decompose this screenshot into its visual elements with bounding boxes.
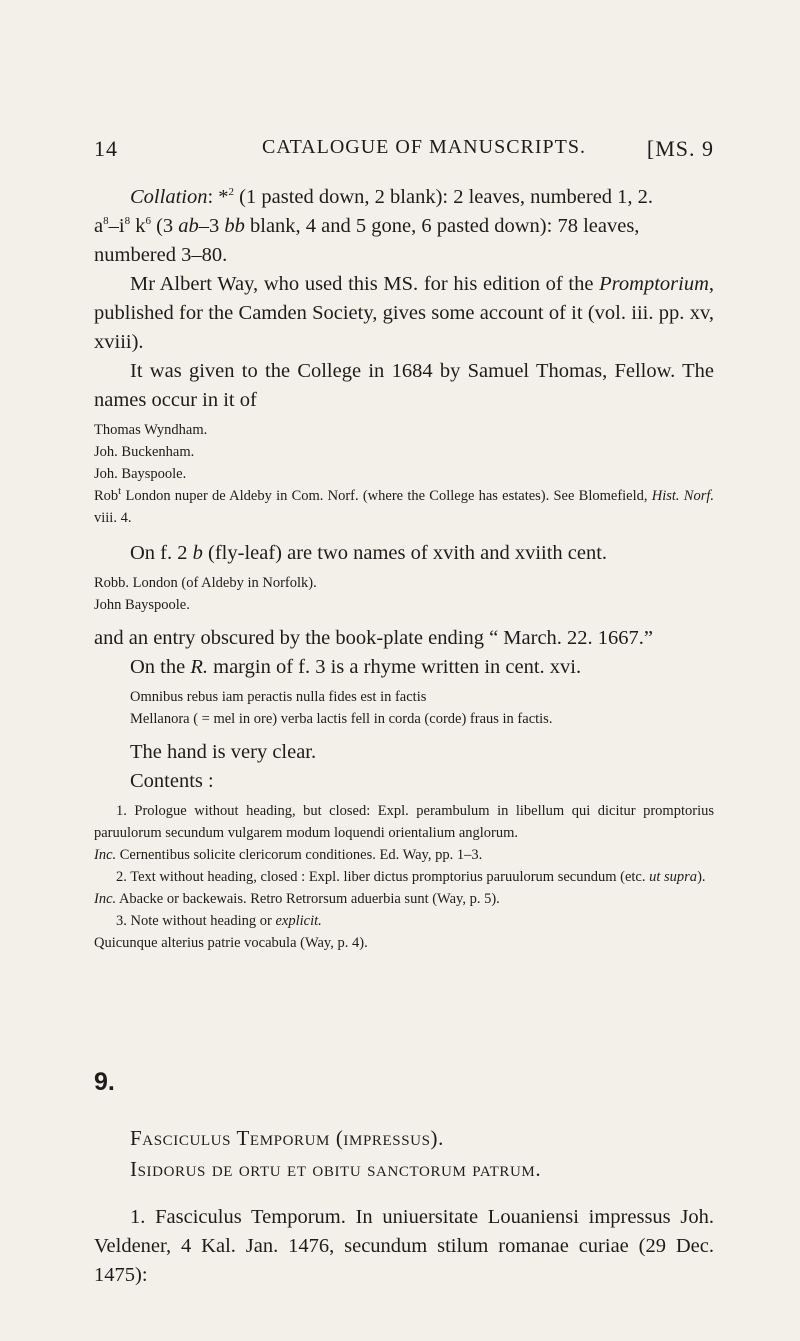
promptorium-title: Promptorium <box>599 273 709 295</box>
hand-note: The hand is very clear. <box>130 741 317 763</box>
contents-italic: ut supra <box>649 869 698 885</box>
collation-italic: bb <box>224 215 245 237</box>
name-entry: John Bayspoole. <box>94 597 190 613</box>
rhyme-verses <box>94 686 714 730</box>
collation-paragraph <box>94 183 714 270</box>
contents-item <box>94 910 714 932</box>
shelfmark: [MS. 9 <box>646 136 714 161</box>
collation-sup: 6 <box>145 215 151 228</box>
contents-quote: Quicunque alterius patrie vocabula (Way, p. 4). <box>94 935 368 951</box>
name-entry: Thomas Wyndham. <box>94 422 208 438</box>
gift-paragraph: It was given to the College in 1684 by Samuel Thomas, Fellow. The names occur in it of <box>94 360 714 411</box>
bookplate-entry: and an entry obscured by the book-plate ending “ March. 22. 1667.” <box>94 627 654 649</box>
collation-label: Collation <box>130 186 208 208</box>
rhyme-text: margin of f. 3 is a rhyme written in cent. xvi. <box>208 656 582 678</box>
flyleaf-paragraph <box>94 539 714 568</box>
contents-inc <box>94 844 714 866</box>
contents-heading: Contents : <box>130 770 214 792</box>
collation-text: k <box>130 215 146 237</box>
name-text: Rob <box>94 488 119 504</box>
name-sup: t <box>118 485 122 498</box>
flyleaf-italic: b <box>192 542 203 564</box>
collation-text: : * <box>207 186 229 208</box>
contents-item <box>94 866 714 888</box>
name-entry: Robb. London (of Aldeby in Norfolk). <box>94 575 317 591</box>
rhyme-paragraph <box>94 653 714 682</box>
entry-number: 9. <box>94 1068 115 1096</box>
collation-sup: 8 <box>103 215 109 228</box>
rhyme-line: Omnibus rebus iam peractis nulla fides est in factis <box>130 689 427 705</box>
name-entry: Joh. Buckenham. <box>94 444 195 460</box>
name-entry: Joh. Bayspoole. <box>94 466 187 482</box>
entry-title: Fasciculus Temporum (impressus). <box>130 1126 444 1150</box>
inc-label: Inc. <box>94 891 117 907</box>
name-text: London nuper de Aldeby in Com. Norf. (where the College has estates). See Blomefield, <box>121 488 652 504</box>
flyleaf-text: On f. 2 <box>130 542 193 564</box>
flyleaf-text: (fly-leaf) are two names of xvith and xviith cent. <box>202 542 608 564</box>
inc-text: Abacke or backewais. Retro Retrorsum aduerbia sunt (Way, p. 5). <box>116 891 500 907</box>
inc-text: Cernentibus solicite clericorum conditiones. Ed. Way, pp. 1–3. <box>116 847 483 863</box>
way-text: , published for the Camden Society, gives some account of it (vol. iii. pp. xv, xviii). <box>94 273 714 353</box>
entry-paragraph: 1. Fasciculus Temporum. In uniuersitate Louaniensi impressus Joh. Veldener, 4 Kal. Jan. 1476, secundum stilum romanae curiae (29 Dec. 1475): <box>94 1206 714 1286</box>
contents-item: 1. Prologue without heading, but closed: Expl. perambulum in libellum qui dicitur promptorius paruulorum secundum vulgarem modum loquendi orientalium anglorum. <box>94 803 714 841</box>
collation-italic: ab <box>178 215 199 237</box>
running-title: CATALOGUE OF MANUSCRIPTS. <box>262 136 586 158</box>
contents-inc <box>94 888 714 910</box>
contents-list <box>94 800 714 954</box>
name-entry <box>94 485 714 529</box>
rhyme-text: On the <box>130 656 191 678</box>
rhyme-italic: R. <box>190 656 209 678</box>
running-head <box>94 136 714 166</box>
collation-text: (1 pasted down, 2 blank): 2 leaves, numbered 1, 2. <box>234 186 654 208</box>
entry-subtitle: Isidorus de ortu et obitu sanctorum patrum. <box>130 1157 542 1181</box>
name-text: viii. 4. <box>94 510 132 526</box>
collation-sup: 2 <box>228 186 235 199</box>
collation-text: –3 <box>198 215 225 237</box>
collation-sup: 8 <box>124 215 131 228</box>
contents-text: ). <box>697 869 706 885</box>
contents-text: 3. Note without heading or <box>116 913 276 929</box>
collation-text: (3 <box>150 215 179 237</box>
inc-label: Inc. <box>94 847 117 863</box>
way-text: Mr Albert Way, who used this MS. for his edition of the <box>130 273 594 295</box>
names-list <box>94 419 714 529</box>
flyleaf-names <box>94 572 714 616</box>
hist-norf-title: Hist. Norf. <box>651 488 714 504</box>
collation-text: –i <box>108 215 125 237</box>
collation-text: blank, 4 and 5 gone, 6 pasted down): 78 leaves, <box>244 215 640 237</box>
page-number: 14 <box>94 136 118 161</box>
way-paragraph <box>94 270 714 357</box>
entry-9 <box>94 1123 714 1290</box>
contents-text: 2. Text without heading, closed : Expl. liber dictus promptorius paruulorum secundum (etc. <box>116 869 650 885</box>
collation-text: numbered 3–80. <box>94 244 228 266</box>
contents-italic: explicit. <box>275 913 322 929</box>
rhyme-line: Mellanora ( = mel in ore) verba lactis fell in corda (corde) fraus in factis. <box>130 711 553 727</box>
collation-text: a <box>94 215 104 237</box>
ms-description <box>94 183 714 954</box>
